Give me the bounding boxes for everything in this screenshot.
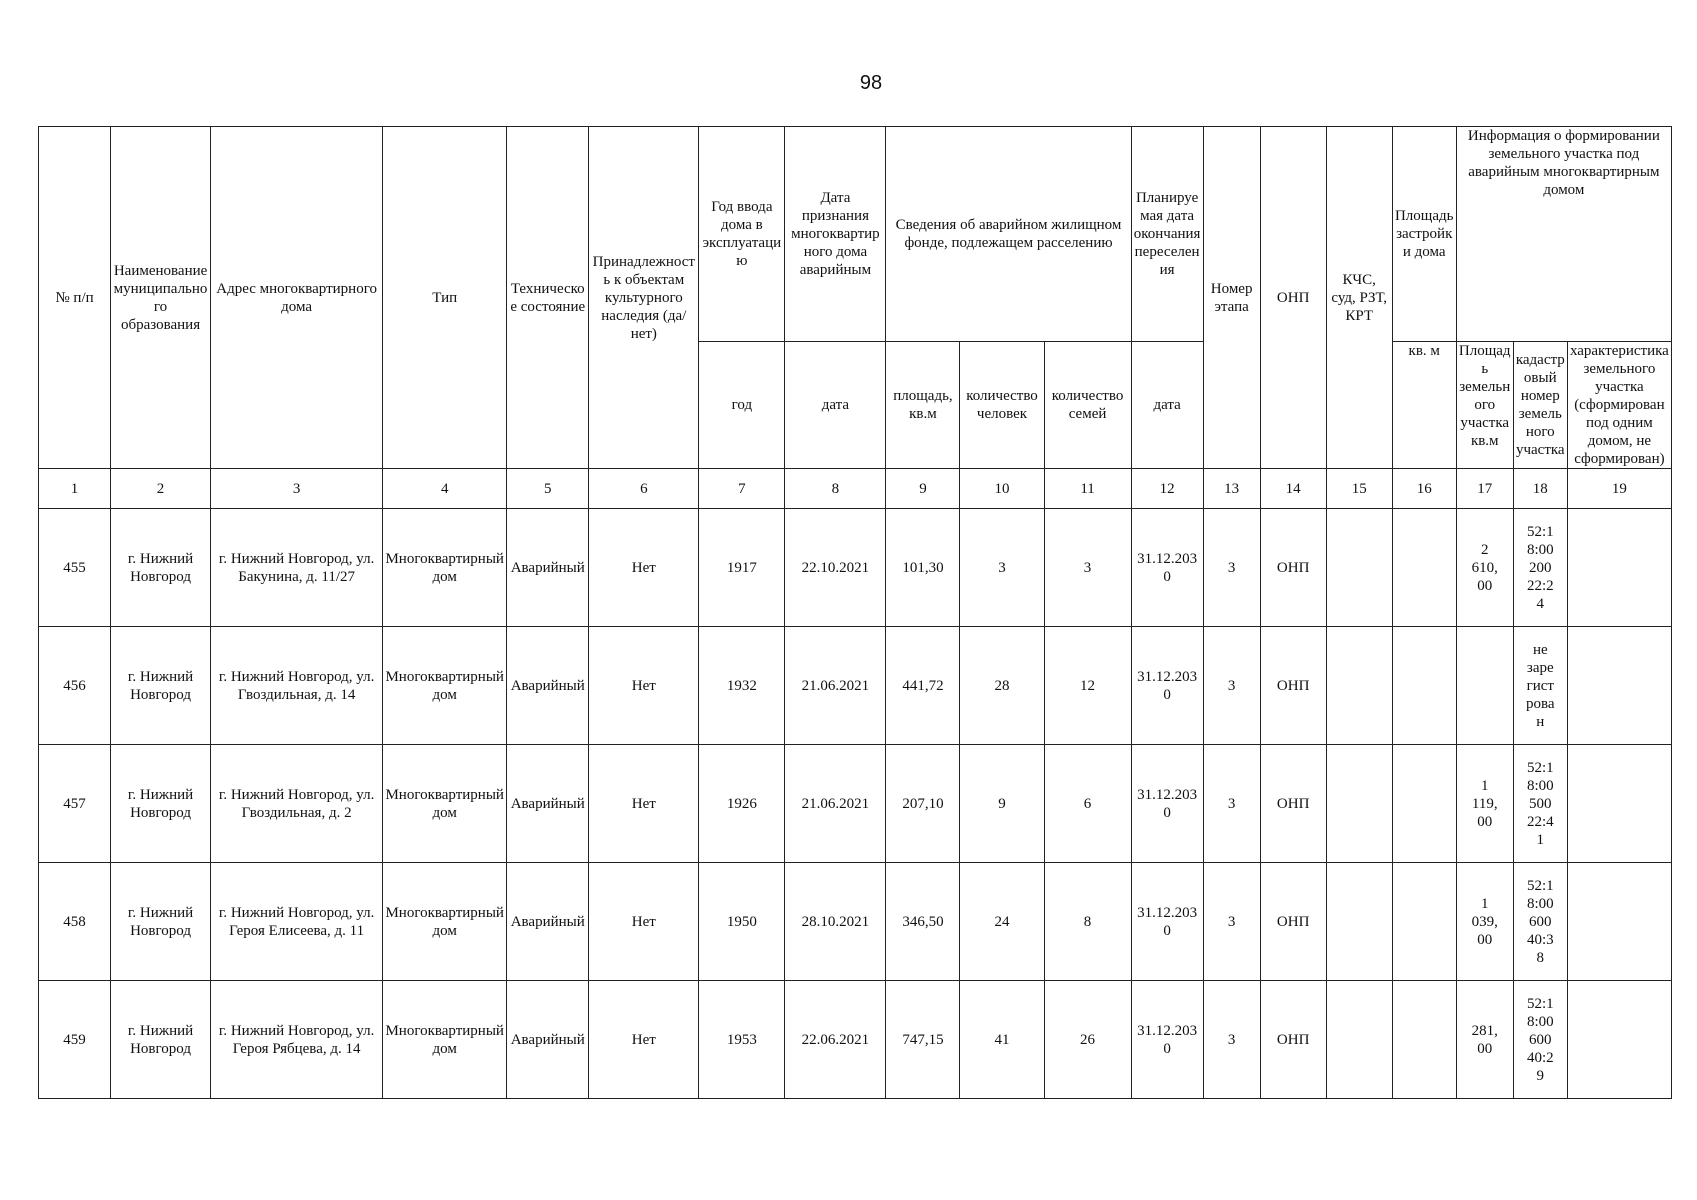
column-number-cell: 5 bbox=[507, 469, 589, 509]
cell-type: Многоквартирный дом bbox=[383, 863, 507, 981]
column-number-cell: 11 bbox=[1044, 469, 1131, 509]
column-number-cell: 18 bbox=[1513, 469, 1567, 509]
cell-type: Многоквартирный дом bbox=[383, 627, 507, 745]
cell-technical-state: Аварийный bbox=[507, 745, 589, 863]
cell-plot-area: 1 119, 00 bbox=[1456, 745, 1513, 863]
cell-emergency-date: 22.10.2021 bbox=[785, 509, 886, 627]
cell-emergency-date: 21.06.2021 bbox=[785, 745, 886, 863]
header-municipality: Наименование муниципального образования bbox=[111, 127, 211, 469]
column-number-cell: 8 bbox=[785, 469, 886, 509]
column-number-cell: 17 bbox=[1456, 469, 1513, 509]
cell-commission-year: 1950 bbox=[699, 863, 785, 981]
cell-cultural-heritage: Нет bbox=[589, 745, 699, 863]
cell-planned-date: 31.12.2030 bbox=[1131, 863, 1203, 981]
cell-people-count: 41 bbox=[960, 981, 1044, 1099]
column-numbers-row bbox=[39, 469, 1672, 509]
cell-address: г. Нижний Новгород, ул. Героя Елисеева, д. 11 bbox=[211, 863, 383, 981]
column-number-cell: 19 bbox=[1567, 469, 1671, 509]
column-number-cell: 4 bbox=[383, 469, 507, 509]
header-cadastral-number: кадастровый номер земельного участка bbox=[1513, 342, 1567, 469]
cell-row-number: 459 bbox=[39, 981, 111, 1099]
cell-stage-number: 3 bbox=[1203, 509, 1260, 627]
cell-onp: ОНП bbox=[1260, 981, 1326, 1099]
cell-area: 747,15 bbox=[886, 981, 960, 1099]
cell-kchs bbox=[1326, 509, 1392, 627]
cell-type: Многоквартирный дом bbox=[383, 509, 507, 627]
cell-address: г. Нижний Новгород, ул. Гвоздильная, д. 14 bbox=[211, 627, 383, 745]
cell-onp: ОНП bbox=[1260, 627, 1326, 745]
emergency-housing-table bbox=[38, 126, 1672, 1099]
cell-plot-characteristic bbox=[1567, 981, 1671, 1099]
cell-municipality: г. Нижний Новгород bbox=[111, 509, 211, 627]
cell-technical-state: Аварийный bbox=[507, 509, 589, 627]
cell-stage-number: 3 bbox=[1203, 981, 1260, 1099]
cell-family-count: 3 bbox=[1044, 509, 1131, 627]
cell-planned-date: 31.12.2030 bbox=[1131, 627, 1203, 745]
header-col-number: № п/п bbox=[39, 127, 111, 469]
cell-plot-area: 281, 00 bbox=[1456, 981, 1513, 1099]
cell-cadastral-number: 52:1 8:00 500 22:4 1 bbox=[1513, 745, 1567, 863]
cell-plot-area: 1 039, 00 bbox=[1456, 863, 1513, 981]
header-plot-area-label: Площадь земельного участка bbox=[1458, 343, 1511, 431]
cell-cultural-heritage: Нет bbox=[589, 627, 699, 745]
cell-cadastral-number: 52:1 8:00 200 22:2 4 bbox=[1513, 509, 1567, 627]
column-number-cell: 15 bbox=[1326, 469, 1392, 509]
column-number-cell: 1 bbox=[39, 469, 111, 509]
cell-area: 207,10 bbox=[886, 745, 960, 863]
cell-area: 441,72 bbox=[886, 627, 960, 745]
cell-kchs bbox=[1326, 627, 1392, 745]
cell-building-area bbox=[1392, 745, 1456, 863]
header-sub-people: количество человек bbox=[960, 342, 1044, 469]
cell-municipality: г. Нижний Новгород bbox=[111, 863, 211, 981]
cell-stage-number: 3 bbox=[1203, 863, 1260, 981]
cell-technical-state: Аварийный bbox=[507, 981, 589, 1099]
cell-technical-state: Аварийный bbox=[507, 627, 589, 745]
cell-onp: ОНП bbox=[1260, 509, 1326, 627]
header-sub-planned-date: дата bbox=[1131, 342, 1203, 469]
header-address: Адрес многоквартирного дома bbox=[211, 127, 383, 469]
header-commission-year: Год ввода дома в эксплуатацию bbox=[699, 127, 785, 342]
cell-emergency-date: 21.06.2021 bbox=[785, 627, 886, 745]
cell-area: 101,30 bbox=[886, 509, 960, 627]
column-number-cell: 16 bbox=[1392, 469, 1456, 509]
header-sub-date: дата bbox=[785, 342, 886, 469]
cell-cadastral-number: 52:1 8:00 600 40:2 9 bbox=[1513, 981, 1567, 1099]
cell-municipality: г. Нижний Новгород bbox=[111, 627, 211, 745]
column-number-cell: 2 bbox=[111, 469, 211, 509]
header-planned-date: Планируемая дата окончания переселения bbox=[1131, 127, 1203, 342]
cell-commission-year: 1917 bbox=[699, 509, 785, 627]
header-stage-number: Номер этапа bbox=[1203, 127, 1260, 469]
cell-address: г. Нижний Новгород, ул. Героя Рябцева, д. 14 bbox=[211, 981, 383, 1099]
page-number: 98 bbox=[859, 72, 883, 94]
cell-plot-area: 2 610, 00 bbox=[1456, 509, 1513, 627]
cell-people-count: 3 bbox=[960, 509, 1044, 627]
header-sub-families: количество семей bbox=[1044, 342, 1131, 469]
cell-plot-characteristic bbox=[1567, 627, 1671, 745]
cell-row-number: 458 bbox=[39, 863, 111, 981]
cell-planned-date: 31.12.2030 bbox=[1131, 745, 1203, 863]
cell-stage-number: 3 bbox=[1203, 627, 1260, 745]
cell-kchs bbox=[1326, 863, 1392, 981]
cell-row-number: 455 bbox=[39, 509, 111, 627]
header-technical-state: Техническое состояние bbox=[507, 127, 589, 469]
cell-planned-date: 31.12.2030 bbox=[1131, 509, 1203, 627]
cell-planned-date: 31.12.2030 bbox=[1131, 981, 1203, 1099]
cell-commission-year: 1926 bbox=[699, 745, 785, 863]
cell-commission-year: 1932 bbox=[699, 627, 785, 745]
cell-row-number: 456 bbox=[39, 627, 111, 745]
header-building-area: Площадь застройки дома bbox=[1392, 127, 1456, 342]
cell-area: 346,50 bbox=[886, 863, 960, 981]
header-sub-year: год bbox=[699, 342, 785, 469]
cell-kchs bbox=[1326, 981, 1392, 1099]
cell-stage-number: 3 bbox=[1203, 745, 1260, 863]
cell-people-count: 9 bbox=[960, 745, 1044, 863]
cell-municipality: г. Нижний Новгород bbox=[111, 745, 211, 863]
table-body bbox=[39, 509, 1672, 1099]
header-cultural-heritage: Принадлежность к объектам культурного наследия (да/нет) bbox=[589, 127, 699, 469]
cell-commission-year: 1953 bbox=[699, 981, 785, 1099]
column-number-cell: 6 bbox=[589, 469, 699, 509]
cell-technical-state: Аварийный bbox=[507, 863, 589, 981]
header-sub-area: площадь, кв.м bbox=[886, 342, 960, 469]
header-land-plot-group: Информация о формировании земельного участка под аварийным многоквартирным домом bbox=[1456, 127, 1671, 342]
header-kchs: КЧС, суд, РЗТ, КРТ bbox=[1326, 127, 1392, 469]
header-plot-characteristic: характеристика земельного участка (сформирован под одним домом, не сформирован) bbox=[1567, 342, 1671, 469]
header-type: Тип bbox=[383, 127, 507, 469]
cell-plot-characteristic bbox=[1567, 509, 1671, 627]
cell-cadastral-number: не заре гист рова н bbox=[1513, 627, 1567, 745]
cell-cadastral-number: 52:1 8:00 600 40:3 8 bbox=[1513, 863, 1567, 981]
column-number-cell: 9 bbox=[886, 469, 960, 509]
cell-building-area bbox=[1392, 981, 1456, 1099]
cell-type: Многоквартирный дом bbox=[383, 981, 507, 1099]
header-emergency-date: Дата признания многоквартирного дома аварийным bbox=[785, 127, 886, 342]
column-number-cell: 3 bbox=[211, 469, 383, 509]
column-number-cell: 7 bbox=[699, 469, 785, 509]
cell-cultural-heritage: Нет bbox=[589, 863, 699, 981]
cell-emergency-date: 22.06.2021 bbox=[785, 981, 886, 1099]
cell-building-area bbox=[1392, 627, 1456, 745]
cell-family-count: 12 bbox=[1044, 627, 1131, 745]
cell-building-area bbox=[1392, 863, 1456, 981]
header-plot-area-unit: кв.м bbox=[1470, 433, 1499, 449]
cell-people-count: 28 bbox=[960, 627, 1044, 745]
cell-emergency-date: 28.10.2021 bbox=[785, 863, 886, 981]
table-row bbox=[39, 745, 1672, 863]
cell-onp: ОНП bbox=[1260, 863, 1326, 981]
cell-plot-characteristic bbox=[1567, 745, 1671, 863]
column-number-cell: 13 bbox=[1203, 469, 1260, 509]
cell-family-count: 6 bbox=[1044, 745, 1131, 863]
column-number-cell: 14 bbox=[1260, 469, 1326, 509]
table-row bbox=[39, 509, 1672, 627]
cell-family-count: 8 bbox=[1044, 863, 1131, 981]
cell-type: Многоквартирный дом bbox=[383, 745, 507, 863]
cell-row-number: 457 bbox=[39, 745, 111, 863]
table-row bbox=[39, 627, 1672, 745]
cell-family-count: 26 bbox=[1044, 981, 1131, 1099]
cell-kchs bbox=[1326, 745, 1392, 863]
column-number-cell: 12 bbox=[1131, 469, 1203, 509]
cell-address: г. Нижний Новгород, ул. Гвоздильная, д. 2 bbox=[211, 745, 383, 863]
cell-plot-area bbox=[1456, 627, 1513, 745]
cell-building-area bbox=[1392, 509, 1456, 627]
header-sub-building-area-unit: кв. м bbox=[1392, 342, 1456, 469]
table-row bbox=[39, 981, 1672, 1099]
cell-cultural-heritage: Нет bbox=[589, 509, 699, 627]
cell-people-count: 24 bbox=[960, 863, 1044, 981]
header-emergency-fund-group: Сведения об аварийном жилищном фонде, подлежащем расселению bbox=[886, 127, 1131, 342]
cell-address: г. Нижний Новгород, ул. Бакунина, д. 11/27 bbox=[211, 509, 383, 627]
header-onp: ОНП bbox=[1260, 127, 1326, 469]
header-sub-plot-area bbox=[1456, 342, 1513, 469]
cell-cultural-heritage: Нет bbox=[589, 981, 699, 1099]
cell-onp: ОНП bbox=[1260, 745, 1326, 863]
column-number-cell: 10 bbox=[960, 469, 1044, 509]
cell-municipality: г. Нижний Новгород bbox=[111, 981, 211, 1099]
cell-plot-characteristic bbox=[1567, 863, 1671, 981]
table-row bbox=[39, 863, 1672, 981]
